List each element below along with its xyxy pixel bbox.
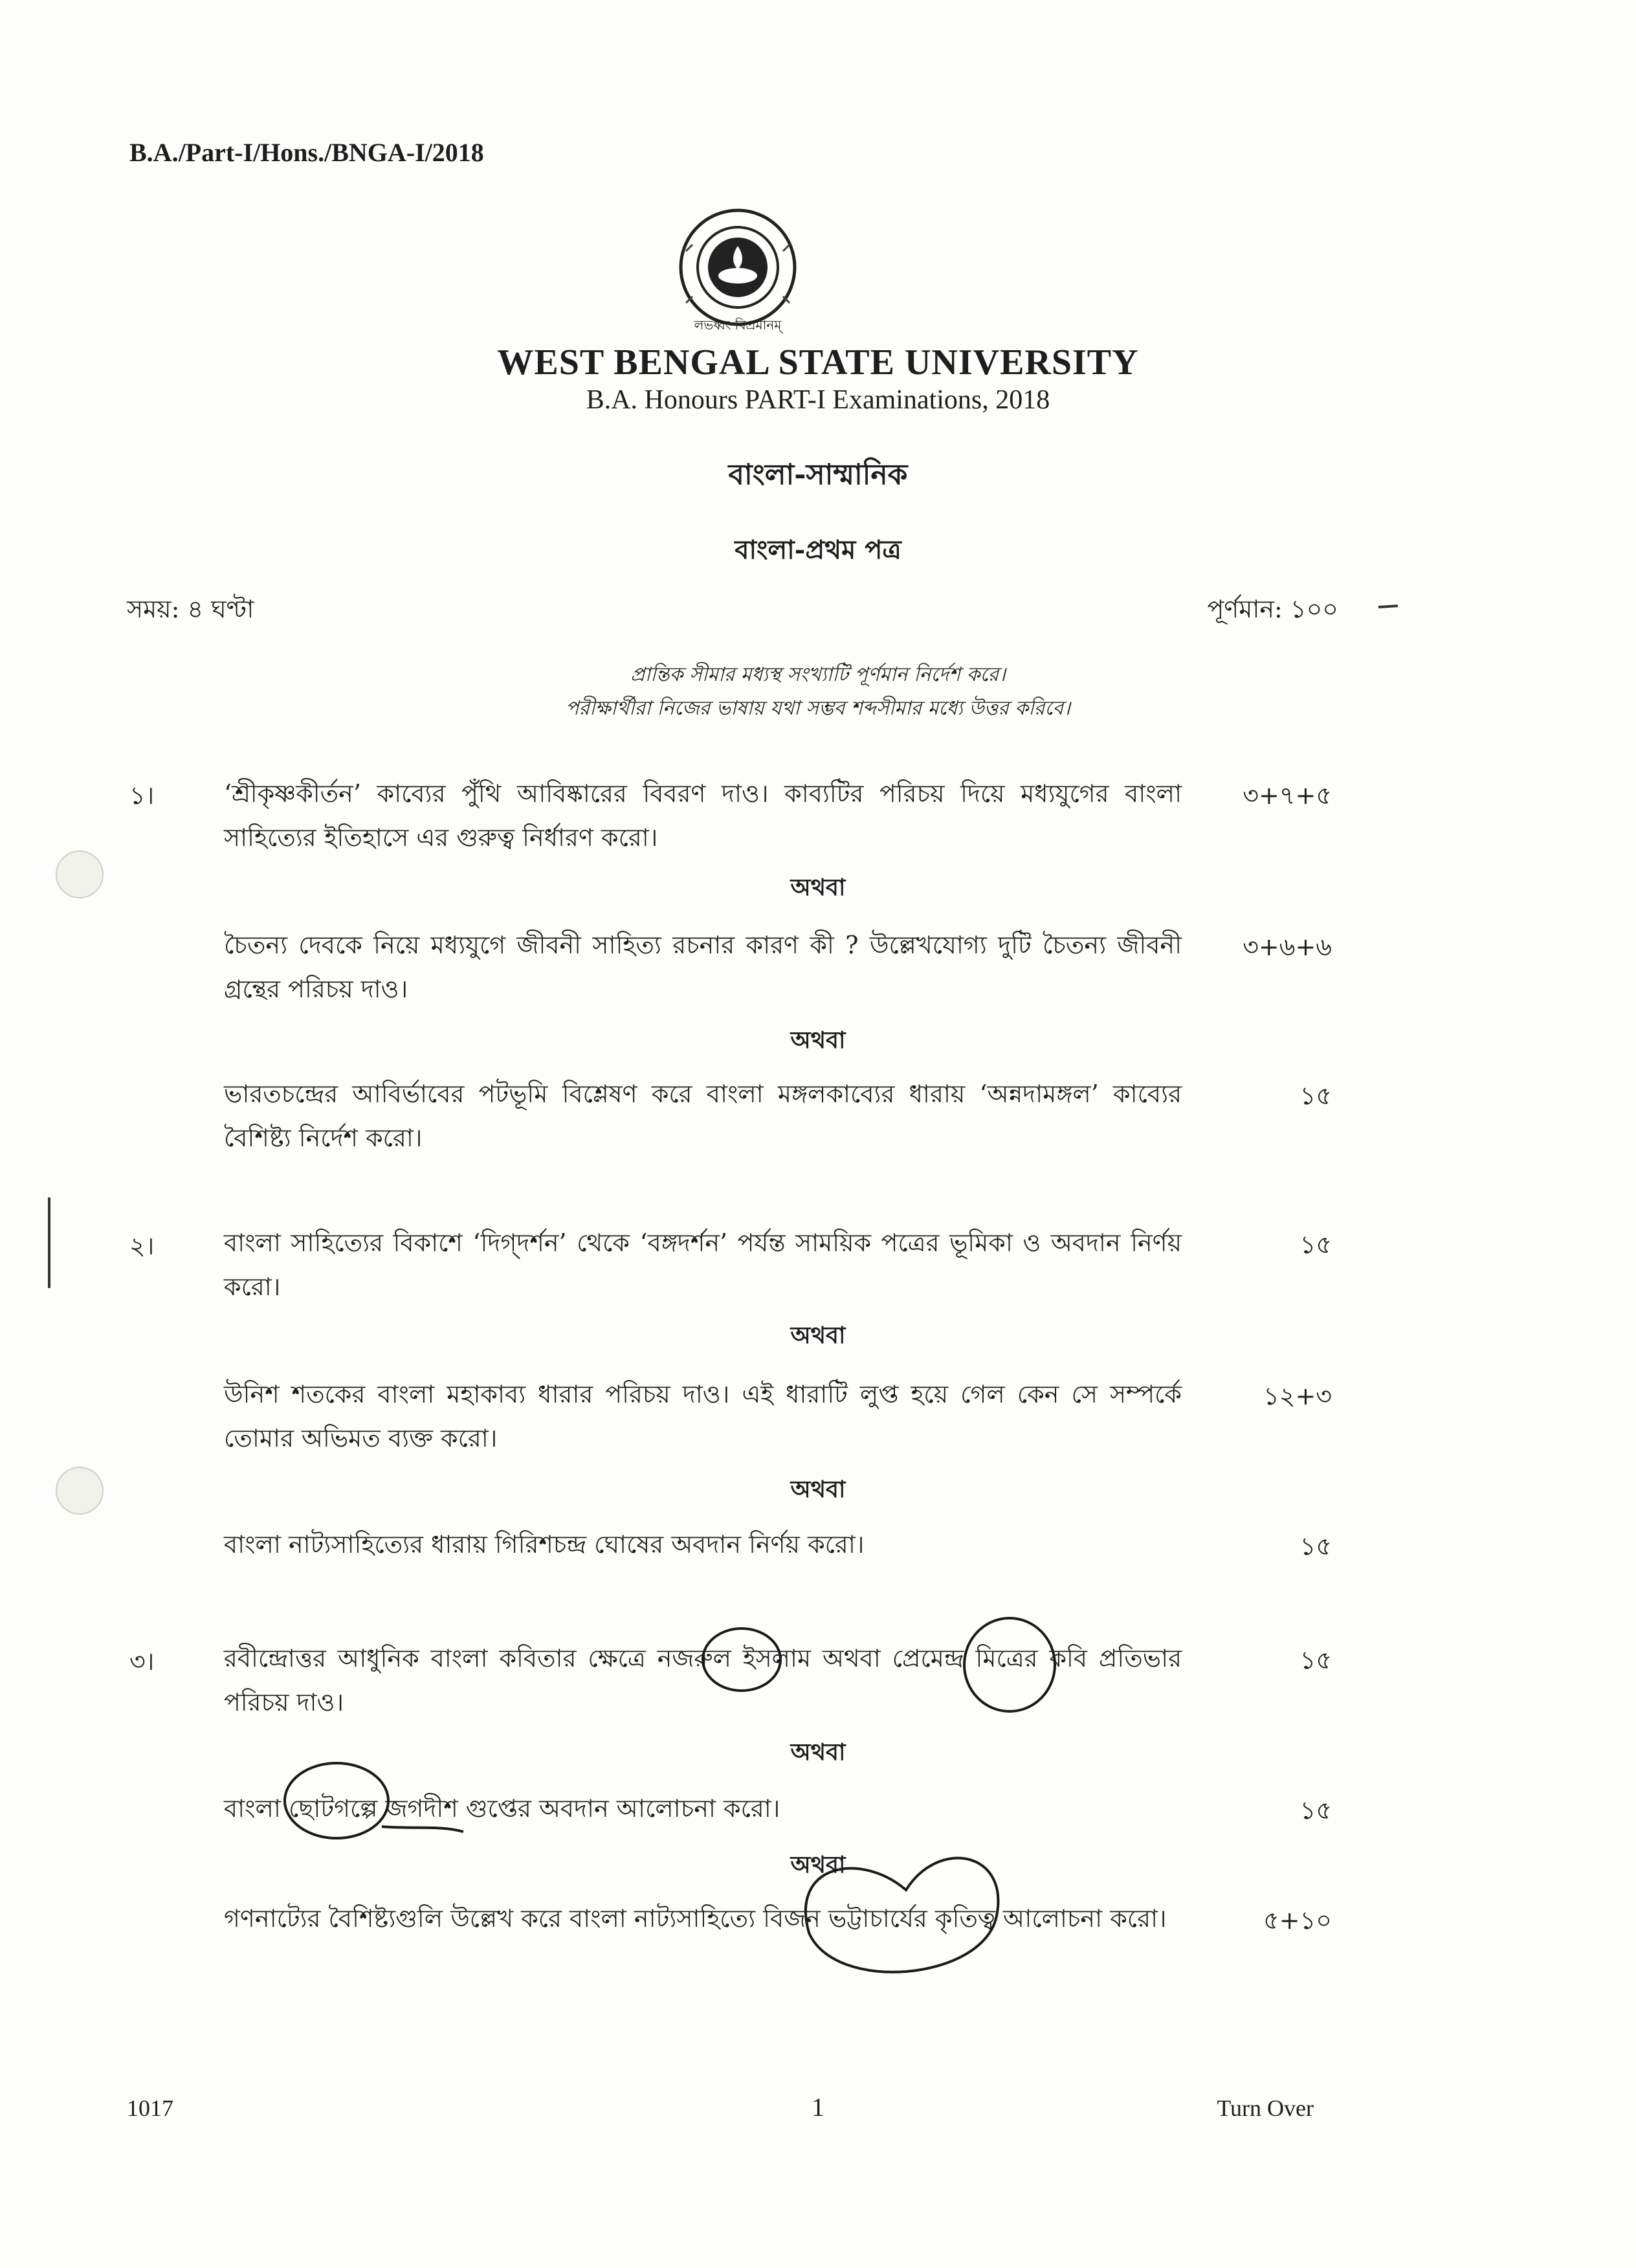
question-3a-marks: ১৫ <box>1299 1646 1332 1674</box>
question-2a-marks: ১৫ <box>1299 1230 1332 1259</box>
exam-time: সময়: ৪ ঘণ্টা <box>127 595 254 623</box>
punch-hole <box>56 1467 104 1515</box>
question-3a-text: রবীন্দ্রোত্তর আধুনিক বাংলা কবিতার ক্ষেত্রে নজরুল ইসলাম অথবা প্রেমেন্দ্র মিত্রের কবি প্রতিভার পরিচয় দাও। <box>224 1644 1182 1717</box>
full-marks: পূর্ণমান: ১০০ <box>1207 595 1338 623</box>
question-3c-text: গণনাট্যের বৈশিষ্ট্যগুলি উল্লেখ করে বাংলা নাট্যসাহিত্যে বিজন ভট্টাচার্যের কৃতিত্ব আলোচনা করো। <box>224 1904 1167 1933</box>
dash-mark <box>1378 606 1398 607</box>
question-3-number: ৩। <box>129 1647 155 1676</box>
question-2a-text: বাংলা সাহিত্যের বিকাশে ‘দিগ্‌দর্শন’ থেকে ‘বঙ্গদর্শন’ পর্যন্ত সাময়িক পত্রের ভূমিকা ও অবদান নির্ণয় করো। <box>224 1228 1182 1301</box>
or-label: অথবা <box>790 1476 846 1503</box>
question-3c-marks: ৫+১০ <box>1263 1906 1332 1935</box>
subject-title: বাংলা-সাম্মানিক <box>728 458 908 491</box>
question-1c-text: ভারতচন্দ্রের আবির্ভাবের পটভূমি বিশ্লেষণ করে বাংলা মঙ্গলকাব্যের ধারায় ‘অন্নদামঙ্গল’ কাব্যের বৈশিষ্ট্য নির্দেশ করো। <box>224 1080 1182 1152</box>
question-2c-text: বাংলা নাট্যসাহিত্যের ধারায় গিরিশচন্দ্র ঘোষের অবদান নির্ণয় করো। <box>224 1530 865 1559</box>
question-2b-marks: ১২+৩ <box>1263 1382 1332 1410</box>
footer-code: 1017 <box>127 2095 173 2121</box>
instruction-line-1: প্রান্তিক সীমার মধ্যস্থ সংখ্যাটি পূর্ণমান নির্দেশ করে। <box>630 663 1006 686</box>
university-name: WEST BENGAL STATE UNIVERSITY <box>497 342 1139 383</box>
question-1b-marks: ৩+৬+৬ <box>1243 933 1332 961</box>
question-1c-marks: ১৫ <box>1299 1082 1332 1110</box>
or-label: অথবা <box>790 1322 846 1349</box>
seal-motto: লভধ্বং বিপ্রমানম্ <box>694 317 782 333</box>
question-2b-text: উনিশ শতকের বাংলা মহাকাব্য ধারার পরিচয় দাও। এই ধারাটি লুপ্ত হয়ে গেল কেন সে সম্পর্কে তোমার অভিমত ব্যক্ত করো। <box>224 1380 1182 1452</box>
or-label: অথবা <box>790 1027 846 1054</box>
question-1b-text: চৈতন্য দেবকে নিয়ে মধ্যযুগে জীবনী সাহিত্য রচনার কারণ কী ? উল্লেখযোগ্য দুটি চৈতন্য জীবনী গ্রন্থের পরিচয় দাও। <box>224 931 1182 1003</box>
instruction-line-2: পরীক্ষার্থীরা নিজের ভাষায় যথা সম্ভব শব্দসীমার মধ্যে উত্তর করিবে। <box>566 697 1070 720</box>
question-3b-marks: ১৫ <box>1299 1796 1332 1825</box>
question-1-number: ১। <box>129 781 155 810</box>
question-1a-text: ‘শ্রীকৃষ্ণকীর্তন’ কাব্যের পুঁথি আবিষ্কারের বিবরণ দাও। কাব্যটির পরিচয় দিয়ে মধ্যযুগের বাংলা সাহিত্যের ইতিহাসে এর গুরুত্ব নির্ধারণ করো। <box>224 779 1182 852</box>
question-2c-marks: ১৫ <box>1299 1532 1332 1561</box>
question-3b-text: বাংলা ছোটগল্পে জগদীশ গুপ্তের অবদান আলোচনা করো। <box>224 1794 780 1823</box>
or-label: অথবা <box>790 1739 846 1766</box>
paper-title: বাংলা-প্রথম পত্র <box>735 535 901 565</box>
question-1a-marks: ৩+৭+৫ <box>1243 781 1332 810</box>
question-2-number: ২। <box>129 1232 155 1260</box>
or-label: অথবা <box>790 874 846 901</box>
turn-over-label: Turn Over <box>1217 2095 1314 2121</box>
or-label: অথবা <box>790 1851 846 1878</box>
exam-title: B.A. Honours PART-I Examinations, 2018 <box>586 385 1050 415</box>
page-number: 1 <box>812 2093 824 2122</box>
paper-code: B.A./Part-I/Hons./BNGA-I/2018 <box>129 138 484 167</box>
punch-hole <box>56 850 104 898</box>
